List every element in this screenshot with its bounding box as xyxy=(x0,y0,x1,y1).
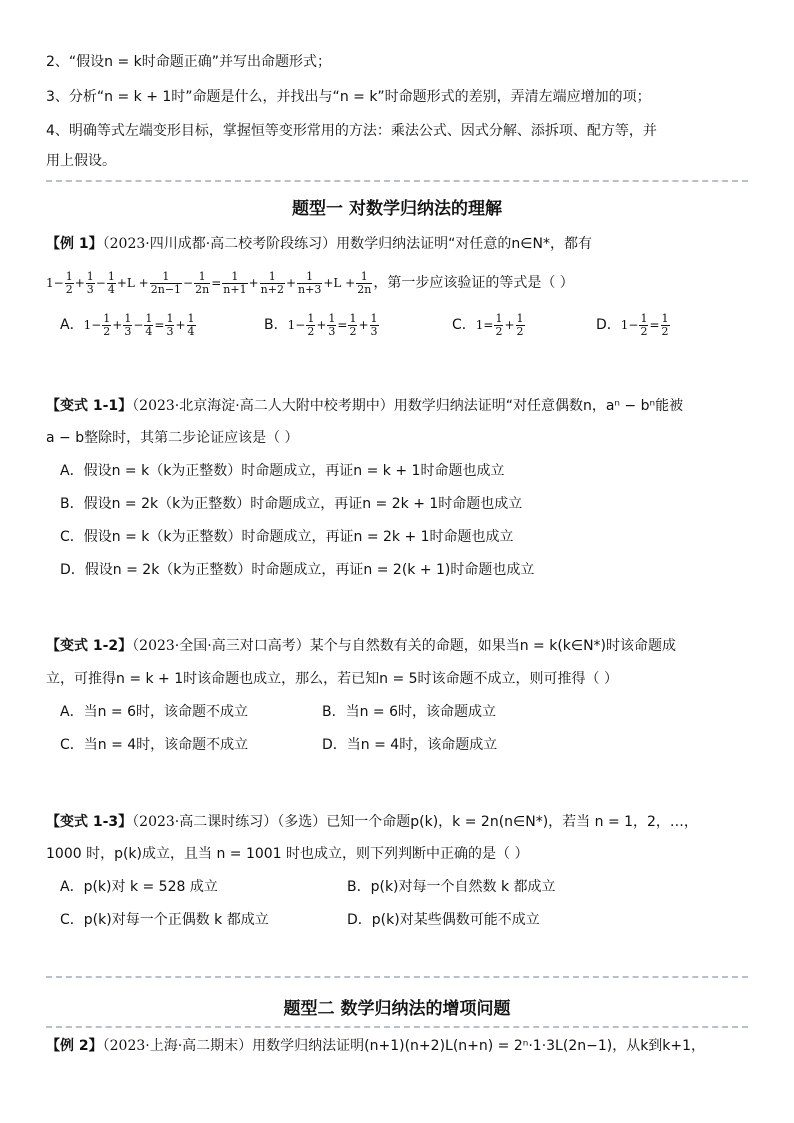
intro-item-3: 3、分析“n = k + 1时”命题是什么，并找出与“n = k”时命题形式的差别，弄清左端应增加的项； xyxy=(46,89,651,105)
section-divider xyxy=(46,180,748,182)
option-c-math: 1= $\frac{1}{2}$ + $\frac{1}{2}$ xyxy=(475,312,524,338)
section-title-1: 题型一 对数学归纳法的理解 xyxy=(292,199,502,219)
section-divider xyxy=(46,1026,748,1028)
variant-1-3-line2: 1000 时，p(k)成立，且当 n = 1001 时也成立，则下列判断中正确的是（ ） xyxy=(46,846,529,862)
variant-tag: 【变式 1-2】 xyxy=(46,638,133,654)
option-a: A．1− $\frac{1}{2}$ + $\frac{1}{3}$ − $\frac{1}{4}$ = $\frac{1}{3}$ + $\frac{1}{4}$ xyxy=(60,312,195,338)
option-b: B．1− $\frac{1}{2}$ + $\frac{1}{3}$ = $\frac{1}{2}$ + $\frac{1}{3}$ xyxy=(264,312,378,338)
variant-source: （2023·北京海淀·高二人大附中校考期中） xyxy=(132,398,394,414)
option-c: C．1= $\frac{1}{2}$ + $\frac{1}{2}$ xyxy=(452,312,524,338)
option-a: A．p(k)对 k = 528 成立 xyxy=(60,879,218,895)
option-a: A．当n = 6时，该命题不成立 xyxy=(60,704,248,720)
equation: 1− $\frac{1}{2}$ + $\frac{1}{3}$ − $\frac{1}{4}$ +L + $\frac{1}{2n-1}$ − $\frac{1}{2n}$ = $\frac{1}{n+1}$ + $\frac{1}{n+2}$ + $\frac{1}{n+3}$ +L + $\frac{1}{2n}$ xyxy=(46,270,372,296)
example-1-header xyxy=(46,234,592,254)
variant-tag: 【变式 1-1】 xyxy=(46,398,133,414)
option-c: C．假设n = k（k为正整数）时命题成立，再证n = 2k + 1时命题也成立 xyxy=(60,529,514,545)
option-b: B．p(k)对每一个自然数 k 都成立 xyxy=(347,879,556,895)
example-tag: 【例 2】 xyxy=(46,1038,103,1054)
example-1-equation-line xyxy=(46,268,574,298)
example-text: 用数学归纳法证明(n+1)(n+2)L(n+n) = 2ⁿ·1·3L(2n−1)，从k到k+1， xyxy=(252,1038,706,1054)
section-title-2: 题型二 数学归纳法的增项问题 xyxy=(283,999,511,1019)
option-d: D．p(k)对某些偶数可能不成立 xyxy=(347,912,540,928)
option-d: D．当n = 4时，该命题成立 xyxy=(322,737,498,753)
option-d: D．1− $\frac{1}{2}$ = $\frac{1}{2}$ xyxy=(596,312,669,338)
example-text: 用数学归纳法证明“对任意的n∈N*，都有 xyxy=(336,236,592,252)
example-source: （2023·上海·高二期末） xyxy=(102,1038,253,1054)
option-b: B．当n = 6时，该命题成立 xyxy=(322,704,497,720)
option-d-math: 1− $\frac{1}{2}$ = $\frac{1}{2}$ xyxy=(620,312,669,338)
intro-item-2: 2、“假设n = k时命题正确”并写出命题形式； xyxy=(46,54,332,70)
variant-text: 用数学归纳法证明“对任意偶数n，aⁿ − bⁿ能被 xyxy=(393,398,684,414)
variant-text: 某个与自然数有关的命题，如果当n = k(k∈N*)时该命题成 xyxy=(309,638,677,654)
option-a-math: 1− $\frac{1}{2}$ + $\frac{1}{3}$ − $\frac{1}{4}$ = $\frac{1}{3}$ + $\frac{1}{4}$ xyxy=(83,312,195,338)
variant-source: （2023·全国·高三对口高考） xyxy=(132,638,310,654)
option-c: C．p(k)对每一个正偶数 k 都成立 xyxy=(60,912,269,928)
intro-item-4-line1: 4、明确等式左端变形目标，掌握恒等变形常用的方法：乘法公式、因式分解、添拆项、配方等，并 xyxy=(46,123,657,139)
intro-item-4-line2: 用上假设。 xyxy=(46,153,116,169)
option-d: D．假设n = 2k（k为正整数）时命题成立，再证n = 2(k + 1)时命题也成立 xyxy=(60,562,535,578)
variant-1-3-line1 xyxy=(46,812,698,832)
option-b-math: 1− $\frac{1}{2}$ + $\frac{1}{3}$ = $\frac{1}{2}$ + $\frac{1}{3}$ xyxy=(287,312,378,338)
variant-1-2-line1 xyxy=(46,636,676,656)
option-c: C．当n = 4时，该命题不成立 xyxy=(60,737,249,753)
example-text-2: ，第一步应该验证的等式是（ ） xyxy=(373,275,574,291)
variant-tag: 【变式 1-3】 xyxy=(46,814,133,830)
example-tag: 【例 1】 xyxy=(46,236,103,252)
variant-source: （2023·高二课时练习） xyxy=(132,814,278,830)
example-source: （2023·四川成都·高二校考阶段练习） xyxy=(102,236,337,252)
variant-text: （多选）已知一个命题p(k)，k = 2n(n∈N*)，若当 n = 1，2，…， xyxy=(277,814,698,830)
example-2-header xyxy=(46,1036,705,1056)
option-a: A．假设n = k（k为正整数）时命题成立，再证n = k + 1时命题也成立 xyxy=(60,463,505,479)
variant-1-2-line2: 立，可推得n = k + 1时该命题也成立，那么，若已知n = 5时该命题不成立，则可推得（ ） xyxy=(46,671,619,687)
variant-1-1-line2: a − b整除时，其第二步论证应该是（ ） xyxy=(46,430,299,446)
option-b: B．假设n = 2k（k为正整数）时命题成立，再证n = 2k + 1时命题也成立 xyxy=(60,496,523,512)
variant-1-1-line1 xyxy=(46,396,683,416)
section-divider xyxy=(46,976,748,978)
